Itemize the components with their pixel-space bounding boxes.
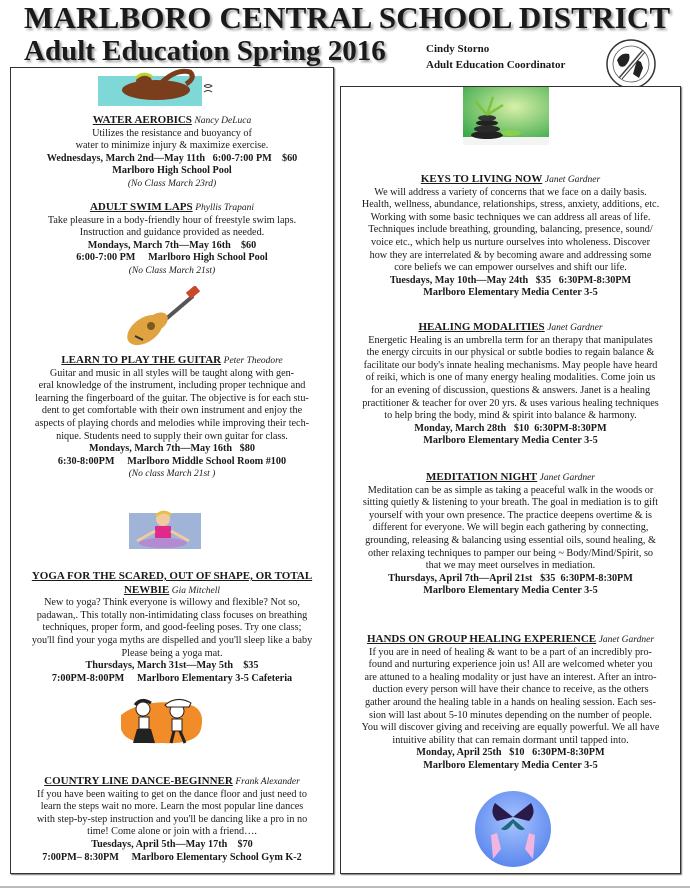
note-line: (No Class March 23rd) bbox=[127, 178, 217, 189]
course-title-line2: NEWBIE bbox=[123, 583, 170, 596]
course-guitar bbox=[11, 354, 333, 481]
dancers-icon bbox=[111, 695, 211, 751]
swimmer-icon bbox=[86, 68, 226, 110]
schedule-line: Monday, March 28th $10 6:30PM-8:30PM bbox=[414, 422, 607, 434]
description-line: dent to get comfortable with their own instrument and enjoy the bbox=[41, 405, 303, 417]
location-line: 7:00PM– 8:30PM Marlboro Elementary School Gym K-2 bbox=[42, 851, 302, 863]
schedule-line: Mondays, March 7th—May 16th $60 bbox=[87, 239, 257, 251]
course-yoga bbox=[11, 570, 333, 685]
description-line: sion will last about 5-10 minutes depending on the number of people. bbox=[369, 709, 652, 721]
left-course-box bbox=[10, 67, 334, 874]
schedule-line: Wednesdays, March 2nd—May 11th 6:00-7:00 PM $60 bbox=[46, 152, 298, 164]
instructor: Janet Gardner bbox=[547, 323, 603, 333]
description-line: gather around the healing table in a hands on healing session. Each ses- bbox=[364, 696, 657, 708]
description-line: for an evening of discussion, questions & answers. Janet is a healing bbox=[370, 384, 651, 396]
guitar-icon bbox=[123, 286, 203, 346]
instructor: Janet Gardner bbox=[539, 473, 595, 483]
instructor: Nancy DeLuca bbox=[194, 116, 252, 126]
description-line: Guitar and music in all styles will be taught along with gen- bbox=[49, 367, 295, 379]
course-title: LEARN TO PLAY THE GUITAR bbox=[61, 354, 222, 366]
course-adult-swim-laps bbox=[11, 201, 333, 278]
instructor: Frank Alexander bbox=[235, 777, 300, 787]
location-line: 7:00PM-8:00PM Marlboro Elementary 3-5 Cafeteria bbox=[51, 672, 293, 684]
schedule-line: Tuesdays, April 5th—May 17th $70 bbox=[91, 838, 253, 850]
description-line: We will address a variety of concerns that we face on a daily basis. bbox=[374, 186, 647, 198]
location-line: Marlboro Elementary Media Center 3-5 bbox=[423, 435, 598, 447]
course-title: COUNTRY LINE DANCE-BEGINNER bbox=[44, 775, 233, 787]
butterfly-hands-icon bbox=[473, 789, 553, 869]
description-line: You will discover giving and receiving are equally powerful. We all have bbox=[361, 722, 660, 734]
description-line: voice etc., which help us nurture ourselves into wholeness. Discover bbox=[371, 236, 650, 248]
schedule-line: Thursdays, March 31st—May 5th $35 bbox=[85, 660, 259, 672]
location-line: 6:30-8:00PM Marlboro Middle School Room #100 bbox=[57, 455, 287, 467]
description-line: aspects of playing chords and melodies while improving their tech- bbox=[34, 417, 310, 429]
location-line: Marlboro High School Pool bbox=[112, 165, 232, 177]
course-water-aerobics bbox=[11, 114, 333, 191]
course-title: MEDITATION NIGHT bbox=[425, 471, 538, 483]
description-line: New to yoga? Think everyone is willowy and flexible? Not so, bbox=[44, 597, 300, 609]
district-title: MARLBORO CENTRAL SCHOOL DISTRICT bbox=[24, 0, 671, 35]
description-line: Instruction and guidance provided as needed. bbox=[79, 227, 265, 239]
instructor: Peter Theodore bbox=[223, 356, 283, 366]
description-line: water to minimize injury & maximize exercise. bbox=[75, 140, 269, 152]
description-line: sitting quietly & listening to your breath. The goal in mediation is to gift bbox=[362, 497, 659, 509]
instructor: Janet Gardner bbox=[544, 175, 601, 185]
schedule-line: Monday, April 25th $10 6:30PM-8:30PM bbox=[416, 747, 605, 759]
description-line: of reiki, which is one of many energy healing modalities. Come join us bbox=[365, 372, 656, 384]
description-line: Techniques include breathing, grounding, balancing, presence, sound/ bbox=[368, 224, 653, 236]
description-line: If you are in need of healing & want to be a part of an incredibly pro- bbox=[369, 646, 652, 658]
description-line: Take pleasure in a body-friendly hour of freestyle swim laps. bbox=[47, 214, 297, 226]
instructor: Phyllis Trapani bbox=[195, 203, 255, 213]
course-keys-to-living-now bbox=[341, 173, 680, 300]
description-line: Working with some basic techniques we can address all areas of life. bbox=[370, 211, 651, 223]
course-title: KEYS TO LIVING NOW bbox=[420, 173, 543, 185]
description-line: Health, wellness, abundance, relationships, stress, anxiety, additions, etc. bbox=[361, 199, 660, 211]
description-line: Energetic Healing is an umbrella term for an therapy that manipulates bbox=[368, 334, 653, 346]
course-title: HANDS ON GROUP HEALING EXPERIENCE bbox=[366, 633, 597, 645]
yoga-icon bbox=[115, 509, 211, 553]
description-line: Meditation can be as simple as taking a peaceful walk in the woods or bbox=[367, 484, 654, 496]
course-title: WATER AEROBICS bbox=[92, 114, 192, 126]
description-line: learn the steps wait no more. Learn the most popular line dances bbox=[40, 801, 304, 813]
description-line: learning the fingerboard of the guitar. The objective is for each stu- bbox=[35, 392, 309, 404]
description-line: that we may meet ourselves in mediation. bbox=[425, 560, 596, 572]
description-line: with step-by-step instruction and you'll be dancing like a pro in no bbox=[36, 813, 308, 825]
description-line: you'll find your yoga myths are dispelled and you'll sleep like a baby bbox=[31, 634, 313, 646]
description-line: are attuned to a healing modality or just have an interest. After an intro- bbox=[364, 671, 657, 683]
description-line: core beliefs we can empower ourselves and shift our life. bbox=[394, 262, 627, 274]
instructor: Gia Mitchell bbox=[171, 585, 221, 596]
location-line: Marlboro Elementary Media Center 3-5 bbox=[423, 759, 598, 771]
program-title: Adult Education Spring 2016 bbox=[24, 35, 386, 67]
description-line: found and nurturing experience join us! All are welcomed wheter you bbox=[368, 659, 653, 671]
coordinator-title: Adult Education Coordinator bbox=[426, 59, 566, 71]
description-line: Utilizes the resistance and buoyancy of bbox=[92, 127, 252, 139]
description-line: to help bring the body, mind & spirit into balance & harmony. bbox=[384, 410, 637, 422]
description-line: time! Come alone or join with a friend…. bbox=[87, 826, 257, 838]
location-line: Marlboro Elementary Media Center 3-5 bbox=[423, 585, 598, 597]
schedule-line: Thursdays, April 7th—April 21st $35 6:30PM-8:30PM bbox=[388, 572, 633, 584]
description-line: the energy circuits in our physical or subtle bodies to regain balance & bbox=[366, 347, 655, 359]
description-line: different for everyone. We will begin each gathering by connecting, bbox=[372, 522, 649, 534]
schedule-line: Tuesdays, May 10th—May 24th $35 6:30PM-8:30PM bbox=[389, 274, 632, 286]
course-title: HEALING MODALITIES bbox=[418, 321, 545, 333]
description-line: If you have been waiting to get on the dance floor and just need to bbox=[37, 788, 307, 800]
course-meditation-night bbox=[341, 471, 680, 598]
description-line: techniques, proper form, and good-feeling poses. Try one class; bbox=[42, 622, 302, 634]
right-course-box bbox=[340, 86, 681, 874]
description-line: other relaxing techniques to pamper our being ~ Body/Mind/Spirit, so bbox=[367, 547, 654, 559]
description-line: eral knowledge of the instrument, including proper technique and bbox=[38, 380, 306, 392]
coordinator-info bbox=[426, 41, 565, 73]
coordinator-name: Cindy Storno bbox=[426, 43, 490, 55]
description-line: Please being a yoga mat. bbox=[121, 647, 223, 659]
description-line: practitioner & teacher for over 20 yrs. & uses various healing techniques bbox=[362, 397, 659, 409]
description-line: yourself with your own presence. The practice deepens overtime & is bbox=[369, 509, 652, 521]
page-divider bbox=[0, 886, 690, 888]
course-hands-on-group-healing bbox=[341, 633, 680, 773]
schedule-line: Mondays, March 7th—May 16th $80 bbox=[89, 443, 255, 455]
course-title-line1: YOGA FOR THE SCARED, OUT OF SHAPE, OR TOTAL bbox=[31, 570, 313, 582]
school-logo-icon bbox=[605, 38, 657, 90]
instructor: Janet Gardner bbox=[598, 635, 655, 645]
note-line: (No Class March 21st) bbox=[128, 265, 216, 276]
location-line: Marlboro Elementary Media Center 3-5 bbox=[423, 287, 598, 299]
zen-stones-icon bbox=[463, 87, 549, 145]
course-healing-modalities bbox=[341, 321, 680, 448]
description-line: padawan,. This totally non-intimidating class focuses on breathing bbox=[36, 609, 308, 621]
description-line: facilitate our body's innate healing mechanisms. May people have heard bbox=[363, 359, 658, 371]
description-line: grounding, releasing & balancing using essential oils, sound healing, & bbox=[365, 534, 656, 546]
note-line: (No class March 21st ) bbox=[128, 469, 216, 480]
description-line: nique. Students need to supply their own guitar for class. bbox=[56, 430, 288, 442]
description-line: intuitive ability that can remain dormant until tapped into. bbox=[392, 734, 629, 746]
description-line: duction every person will have their chance to receive, as the others bbox=[372, 684, 649, 696]
course-country-line-dance bbox=[11, 775, 333, 864]
location-line: 6:00-7:00 PM Marlboro High School Pool bbox=[76, 252, 268, 264]
description-line: how they are interrelated & by becoming aware and addressing some bbox=[369, 249, 652, 261]
course-title: ADULT SWIM LAPS bbox=[89, 201, 193, 213]
